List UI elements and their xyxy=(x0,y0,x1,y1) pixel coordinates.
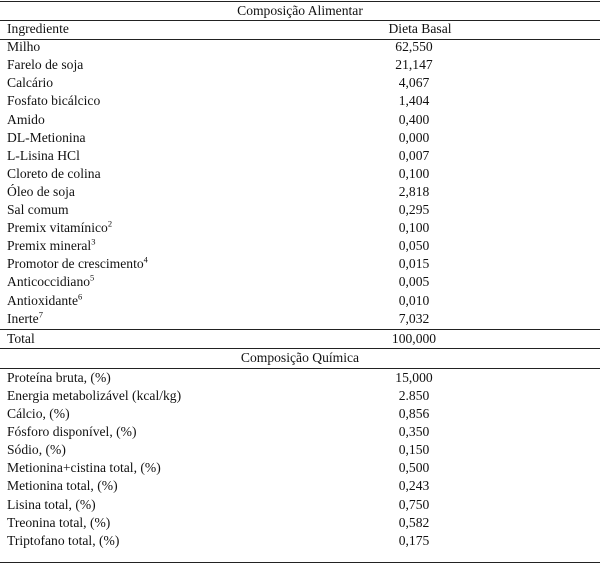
chemical-row-name: Triptofano total, (%) xyxy=(7,532,120,548)
ingredient-row-value: 0,400 xyxy=(398,111,430,127)
ingredient-row-name: Premix mineral$^3$ xyxy=(7,236,96,254)
chemical-row xyxy=(0,423,600,441)
header-row xyxy=(0,20,600,38)
total-value: 100,000 xyxy=(391,330,437,346)
ingredient-row-value: 21,147 xyxy=(395,57,433,73)
ingredient-row-name: Promotor de crescimento$^4$ xyxy=(7,254,148,272)
chemical-row xyxy=(0,496,600,514)
footnote-marker: 7 xyxy=(38,309,43,320)
ingredient-row-value: 0,000 xyxy=(398,129,430,145)
ingredient-row-value: 0,010 xyxy=(398,292,430,308)
chemical-row-value: 0,500 xyxy=(398,460,430,476)
footnote-marker: 3 xyxy=(91,236,96,247)
chemical-row-name: Proteína bruta, (%) xyxy=(7,369,111,385)
ingredient-row xyxy=(0,165,600,183)
ingredient-row xyxy=(0,92,600,110)
chemical-row-name: Metionina total, (%) xyxy=(7,478,118,494)
chemical-row-value: 0,175 xyxy=(398,532,430,548)
ingredient-row-name: L-Lisina HCl xyxy=(7,147,80,163)
ingredient-row-value: 62,550 xyxy=(395,39,433,55)
header-dieta-basal: Dieta Basal xyxy=(388,21,452,37)
ingredient-row-name: DL-Metionina xyxy=(7,129,86,145)
ingredient-row xyxy=(0,74,600,92)
ingredient-row-value: 0,007 xyxy=(398,147,430,163)
ingredient-row xyxy=(0,183,600,201)
chemical-row xyxy=(0,441,600,459)
ingredient-row xyxy=(0,255,600,273)
chemical-row-name: Fósforo disponível, (%) xyxy=(7,424,137,440)
chemical-row xyxy=(0,369,600,387)
ingredient-row xyxy=(0,56,600,74)
ingredient-row-value: 7,032 xyxy=(398,310,430,326)
ingredient-row-name: Fosfato bicálcico xyxy=(7,93,101,109)
ingredient-row xyxy=(0,129,600,147)
chemical-row-value: 0,350 xyxy=(398,424,430,440)
rule-above-total xyxy=(0,329,600,330)
ingredient-row-value: 0,295 xyxy=(398,202,430,218)
ingredient-row-name: Premix vitamínico$^2$ xyxy=(7,218,113,236)
footnote-marker: 6 xyxy=(77,290,83,301)
chemical-rows xyxy=(0,369,600,550)
ingredient-row xyxy=(0,38,600,56)
chemical-row xyxy=(0,387,600,405)
section-quimica-title: Composição Química xyxy=(240,349,360,365)
chemical-row-name: Metionina+cistina total, (%) xyxy=(7,460,161,476)
total-row xyxy=(0,330,600,348)
chemical-row-value: 0,750 xyxy=(398,496,430,512)
ingredient-rows xyxy=(0,38,600,328)
ingredient-row-name: Milho xyxy=(7,39,41,55)
ingredient-row-value: 2,818 xyxy=(398,183,430,199)
ingredient-row xyxy=(0,292,600,310)
ingredient-row-value: 4,067 xyxy=(398,75,430,91)
ingredient-row-name: Inerte$^7$ xyxy=(7,309,43,326)
ingredient-row-value: 0,015 xyxy=(398,256,430,272)
chemical-row-value: 0,243 xyxy=(398,478,430,494)
ingredient-row xyxy=(0,219,600,237)
chemical-row xyxy=(0,477,600,495)
header-ingredient: Ingrediente xyxy=(7,21,69,37)
ingredient-row-value: 0,050 xyxy=(398,238,430,254)
chemical-row xyxy=(0,405,600,423)
chemical-row-value: 0,856 xyxy=(398,406,430,422)
ingredient-row-name: Calcário xyxy=(7,75,54,91)
footnote-marker: 2 xyxy=(107,218,113,229)
footnote-marker: 4 xyxy=(143,254,148,265)
ingredient-row-name: Amido xyxy=(7,111,45,127)
ingredient-row xyxy=(0,310,600,328)
ingredient-row-name: Cloreto de colina xyxy=(7,165,101,181)
chemical-row-name: Energia metabolizável (kcal/kg) xyxy=(7,387,182,403)
chemical-row xyxy=(0,514,600,532)
ingredient-row-name: Antioxidante$^6$ xyxy=(7,290,83,308)
chemical-row-value: 2.850 xyxy=(398,387,430,403)
section-alimentar-title: Composição Alimentar xyxy=(237,3,363,18)
ingredient-row xyxy=(0,273,600,291)
chemical-row-value: 0,582 xyxy=(398,514,430,530)
chemical-row-name: Cálcio, (%) xyxy=(7,406,70,422)
chemical-row-name: Treonina total, (%) xyxy=(7,514,111,530)
chemical-row-value: 0,150 xyxy=(398,442,430,458)
chemical-row-name: Sódio, (%) xyxy=(7,442,66,458)
ingredient-row-name: Sal comum xyxy=(7,202,69,218)
ingredient-row-value: 0,005 xyxy=(398,274,430,290)
ingredient-row-value: 1,404 xyxy=(398,93,430,109)
ingredient-row xyxy=(0,237,600,255)
chemical-row-name: Lisina total, (%) xyxy=(7,496,96,512)
chemical-row xyxy=(0,459,600,477)
ingredient-row-value: 0,100 xyxy=(398,220,430,236)
chemical-row xyxy=(0,532,600,550)
ingredient-row xyxy=(0,201,600,219)
ingredient-row-name: Farelo de soja xyxy=(7,57,84,73)
total-label: Total xyxy=(7,330,35,346)
ingredient-row xyxy=(0,111,600,129)
ingredient-row-name: Óleo de soja xyxy=(7,183,75,199)
chemical-row-value: 15,000 xyxy=(395,369,433,385)
ingredient-row xyxy=(0,147,600,165)
ingredient-row-value: 0,100 xyxy=(398,165,430,181)
bottom-rule xyxy=(0,562,600,563)
ingredient-row-name: Anticoccidiano$^5$ xyxy=(7,272,95,290)
footnote-marker: 5 xyxy=(90,272,95,283)
